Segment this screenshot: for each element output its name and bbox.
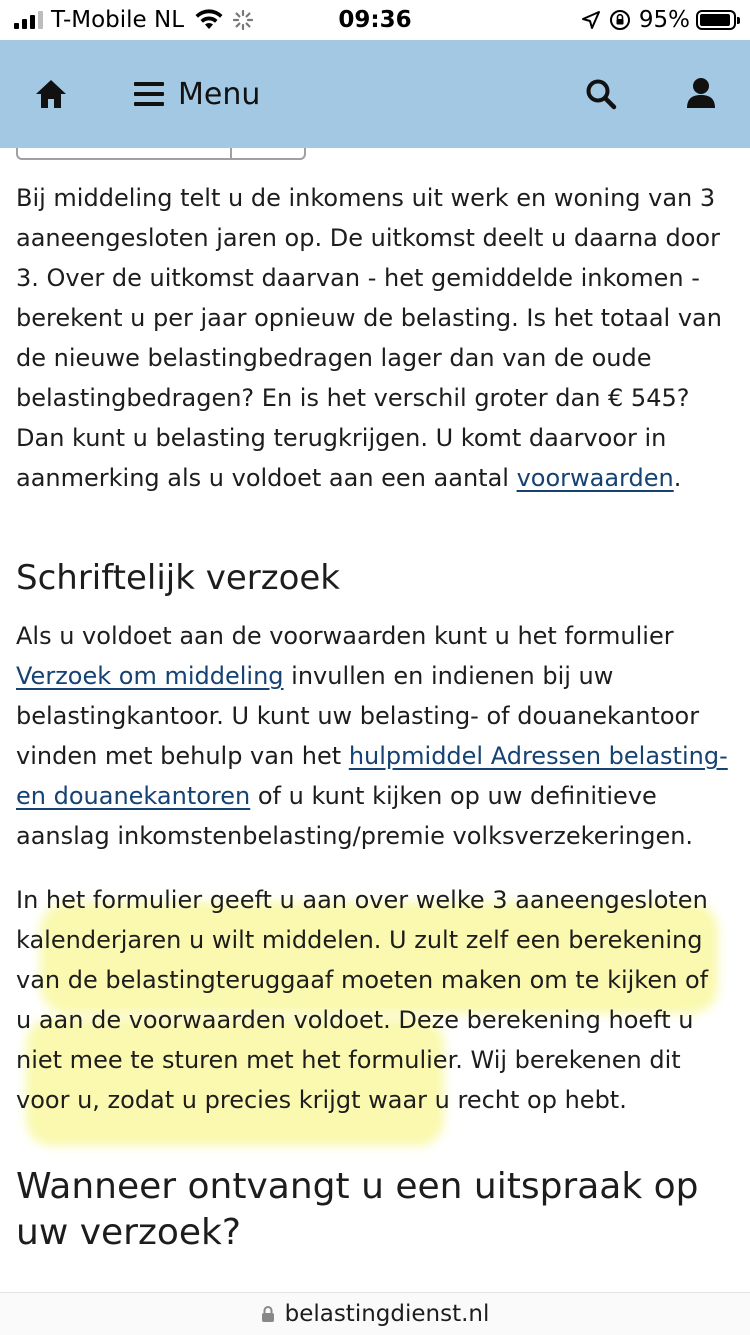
article-content [16, 178, 728, 1256]
site-header [0, 40, 750, 148]
clock: 09:36 [338, 7, 412, 33]
browser-url-bar[interactable] [0, 1292, 750, 1335]
link-verzoek-om-middeling[interactable]: Verzoek om middeling [16, 662, 284, 690]
verzoek-paragraph: Als u voldoet aan de voorwaarden kunt u het formulier Verzoek om middeling invullen en indienen bij uw belastingkantoor. U kunt uw belasting- of douanekantoor vinden met behulp van het hulpmiddel Adressen belasting- en douanekantoren of u kunt kijken op uw definitieve aanslag inkomstenbelasting/premie volksverzekeringen. [16, 622, 728, 850]
home-icon[interactable] [32, 75, 70, 113]
link-hulpmiddel-adressen[interactable]: hulpmiddel Adressen belasting- en douanekantoren [16, 742, 728, 810]
heading-wanneer-uitspraak: Wanneer ontvangt u een uitspraak op uw verzoek? [16, 1166, 699, 1253]
menu-button[interactable] [134, 70, 260, 118]
lock-icon [261, 1305, 275, 1323]
location-arrow-icon [581, 10, 601, 30]
carrier-name: T-Mobile NL [51, 7, 185, 33]
menu-label: Menu [178, 76, 261, 112]
url-text: belastingdienst.nl [284, 1301, 490, 1327]
user-icon[interactable] [682, 74, 720, 112]
battery-icon [696, 10, 736, 30]
partial-form-control[interactable] [16, 148, 306, 160]
battery-percentage: 95% [638, 7, 690, 33]
hamburger-icon [134, 82, 164, 106]
formulier-paragraph: In het formulier geeft u aan over welke 3 aaneengesloten kalenderjaren u wilt middelen. U zult zelf een berekening van de belastingteruggaaf moeten maken om te kijken of u aan de voorwaarden voldoet. Deze berekening hoeft u niet mee te sturen met het formulier. Wij berekenen dit voor u, zodat u precies krijgt waar u recht op hebt. [16, 886, 709, 1114]
heading-schriftelijk-verzoek: Schriftelijk verzoek [16, 558, 340, 598]
link-voorwaarden[interactable]: voorwaarden [516, 464, 674, 492]
orientation-lock-icon [609, 9, 631, 31]
search-icon[interactable] [582, 75, 620, 113]
intro-paragraph: Bij middeling telt u de inkomens uit werk en woning van 3 aaneengesloten jaren op. De uitkomst deelt u daarna door 3. Over de uitkomst daarvan - het gemiddelde inkomen - berekent u per jaar opnieuw de belasting. Is het totaal van de nieuwe belastingbedragen lager dan van de oude belastingbedragen? En is het verschil groter dan € 545? Dan kunt u belasting terugkrijgen. U komt daarvoor in aanmerking als u voldoet aan een aantal voorwaarden. [16, 184, 722, 492]
status-bar [0, 0, 750, 40]
